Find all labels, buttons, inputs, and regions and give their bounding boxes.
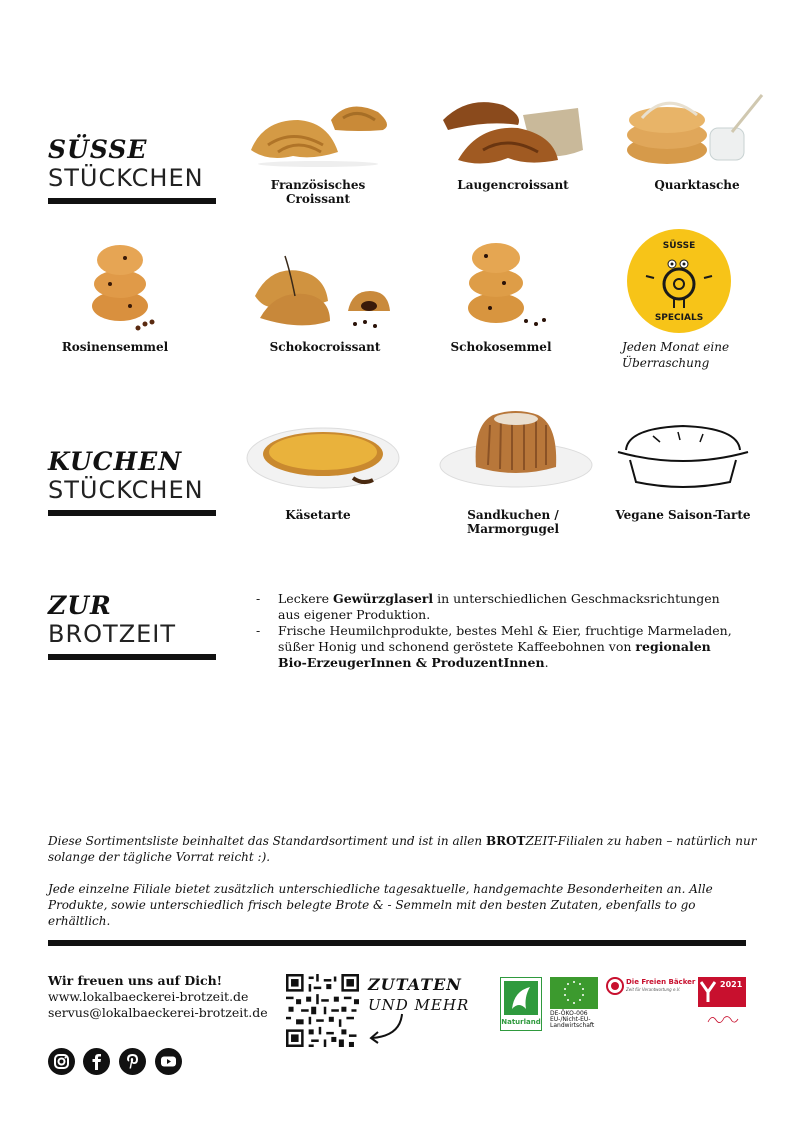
section-title-bold: ZUR bbox=[48, 591, 112, 620]
rosinensemmel-image bbox=[40, 236, 190, 336]
eu-bio-code bbox=[550, 1011, 594, 1029]
product-label-line2: Überraschung bbox=[622, 356, 710, 370]
facebook-icon[interactable] bbox=[83, 1048, 110, 1075]
pinterest-icon[interactable] bbox=[119, 1048, 146, 1075]
item-text: . bbox=[544, 655, 549, 670]
section-title-kuchen bbox=[48, 448, 204, 504]
note-text: ZEIT-Filialen zu haben – natürlich nur solange der tägliche Vorrat reicht :). bbox=[48, 834, 757, 864]
naturland-logo bbox=[500, 977, 542, 1031]
zutaten-line1: ZUTATEN bbox=[368, 975, 462, 994]
section-underline bbox=[48, 654, 216, 660]
note-text: Diese Sortimentsliste beinhaltet das Standardsortiment und ist in allen bbox=[48, 834, 486, 848]
bio-code-line: Landwirtschaft bbox=[550, 1022, 595, 1029]
award-y-icon bbox=[700, 981, 716, 1003]
product-label-line2: Marmorgugel bbox=[466, 522, 560, 536]
item-text: in unterschiedlichen Geschmacksrichtungen aus eigener Produktion. bbox=[278, 591, 720, 622]
kaesetarte-image bbox=[243, 410, 403, 495]
bio-code-line: EU-/Nicht-EU- bbox=[550, 1016, 591, 1023]
website-link[interactable]: www.lokalbaeckerei-brotzeit.de bbox=[48, 989, 249, 1004]
brotzeit-list bbox=[256, 591, 736, 671]
product-rosinensemmel bbox=[40, 236, 190, 396]
product-schokosemmel bbox=[426, 236, 576, 396]
product-label: Laugencroissant bbox=[457, 178, 569, 192]
naturland-text: Naturland bbox=[501, 1018, 541, 1026]
zutaten-label bbox=[368, 975, 469, 1015]
signature-icon bbox=[706, 1012, 740, 1028]
qr-code[interactable] bbox=[286, 974, 359, 1047]
product-label-line1: Jeden Monat eine bbox=[622, 340, 730, 354]
section-title-brotzeit bbox=[48, 592, 176, 648]
item-text: Frische Heumilchprodukte, bestes Mehl & Eier, fruchtige Marmeladen, süßer Honig und schonend geröstete Kaffeebohnen von bbox=[278, 623, 732, 654]
product-label: Schokocroissant bbox=[269, 340, 381, 354]
item-text: Leckere bbox=[278, 591, 334, 606]
list-item: - Leckere Gewürzglaserl in unterschiedlichen Geschmacksrichtungen aus eigener Produktion. bbox=[256, 591, 720, 622]
product-label: Rosinensemmel bbox=[61, 340, 169, 354]
product-label: Quarktasche bbox=[654, 178, 740, 192]
schokocroissant-image bbox=[250, 236, 400, 336]
product-kaesetarte bbox=[243, 410, 393, 570]
section-title-bold: SÜSSE bbox=[48, 135, 148, 164]
bio-code-line: DE-ÖKO-006 bbox=[550, 1010, 588, 1017]
freie-baecker-logo bbox=[606, 977, 696, 997]
product-laugencroissant bbox=[438, 90, 588, 250]
section-title-light: STÜCKCHEN bbox=[48, 476, 204, 504]
section-title-suesse bbox=[48, 136, 204, 192]
item-text-bold: regionalen Bio-ErzeugerInnen & ProduzentInnen bbox=[278, 639, 711, 670]
section-underline bbox=[48, 198, 216, 204]
quarktasche-image bbox=[622, 90, 772, 170]
greeting: Wir freuen uns auf Dich! bbox=[48, 973, 223, 988]
note-sortiment bbox=[48, 833, 758, 865]
schokosemmel-image bbox=[426, 236, 576, 336]
email-link[interactable]: servus@lokalbaeckerei-brotzeit.de bbox=[48, 1005, 268, 1020]
freie-baecker-sub: Zeit für Verantwortung e.V. bbox=[626, 987, 681, 992]
youtube-icon[interactable] bbox=[155, 1048, 182, 1075]
section-underline bbox=[48, 510, 216, 516]
eu-leaf-icon bbox=[550, 977, 598, 1009]
instagram-icon[interactable] bbox=[48, 1048, 75, 1075]
product-sandkuchen bbox=[438, 405, 588, 565]
tarte-sketch-image bbox=[608, 410, 758, 495]
freie-baecker-emblem-icon bbox=[606, 977, 624, 995]
section-title-bold: KUCHEN bbox=[48, 447, 183, 476]
product-vegane-tarte bbox=[608, 410, 758, 570]
freie-baecker-title: Die Freien Bäcker bbox=[626, 978, 696, 986]
product-label: Vegane Saison-Tarte bbox=[615, 508, 751, 522]
item-text-bold: Gewürzglaserl bbox=[333, 591, 434, 606]
eu-bio-logo bbox=[550, 977, 598, 1009]
product-label: Französisches Croissant bbox=[270, 178, 366, 206]
award-2021-logo bbox=[698, 977, 746, 1007]
product-label: Käsetarte bbox=[285, 508, 351, 522]
arrow-icon bbox=[366, 1012, 408, 1044]
laugencroissant-image bbox=[438, 90, 588, 170]
section-title-light: STÜCKCHEN bbox=[48, 164, 204, 192]
product-label-line1: Sandkuchen / bbox=[467, 508, 559, 522]
note-brand: BROT bbox=[485, 834, 526, 848]
product-schokocroissant bbox=[250, 236, 400, 396]
specials-badge bbox=[624, 226, 734, 336]
product-specials bbox=[622, 226, 772, 386]
footer-divider bbox=[48, 940, 746, 946]
note-filiale: Jede einzelne Filiale bietet zusätzlich unterschiedliche tagesaktuelle, handgemachte Besonderheiten an. Alle Produkte, sowie unterschiedlich frisch belegte Brote & - Semmeln mit den besten Zutaten, ebenfalls to go erhältlich. bbox=[48, 882, 713, 928]
zutaten-line2: UND MEHR bbox=[368, 996, 470, 1014]
sandkuchen-image bbox=[438, 405, 598, 495]
badge-text-top: SÜSSE bbox=[662, 241, 696, 251]
badge-text-bottom: SPECIALS bbox=[654, 313, 704, 323]
contact-block bbox=[48, 973, 268, 1021]
award-year: 2021 bbox=[720, 980, 743, 989]
product-label: Schokosemmel bbox=[450, 340, 552, 354]
product-croissant bbox=[243, 90, 393, 250]
section-title-light: BROTZEIT bbox=[48, 620, 177, 648]
list-item: - Frische Heumilchprodukte, bestes Mehl & Eier, fruchtige Marmeladen, süßer Honig und schonend geröstete Kaffeebohnen von regionalen Bio-ErzeugerInnen & ProduzentInnen. bbox=[256, 623, 732, 670]
croissant-image bbox=[243, 90, 393, 170]
